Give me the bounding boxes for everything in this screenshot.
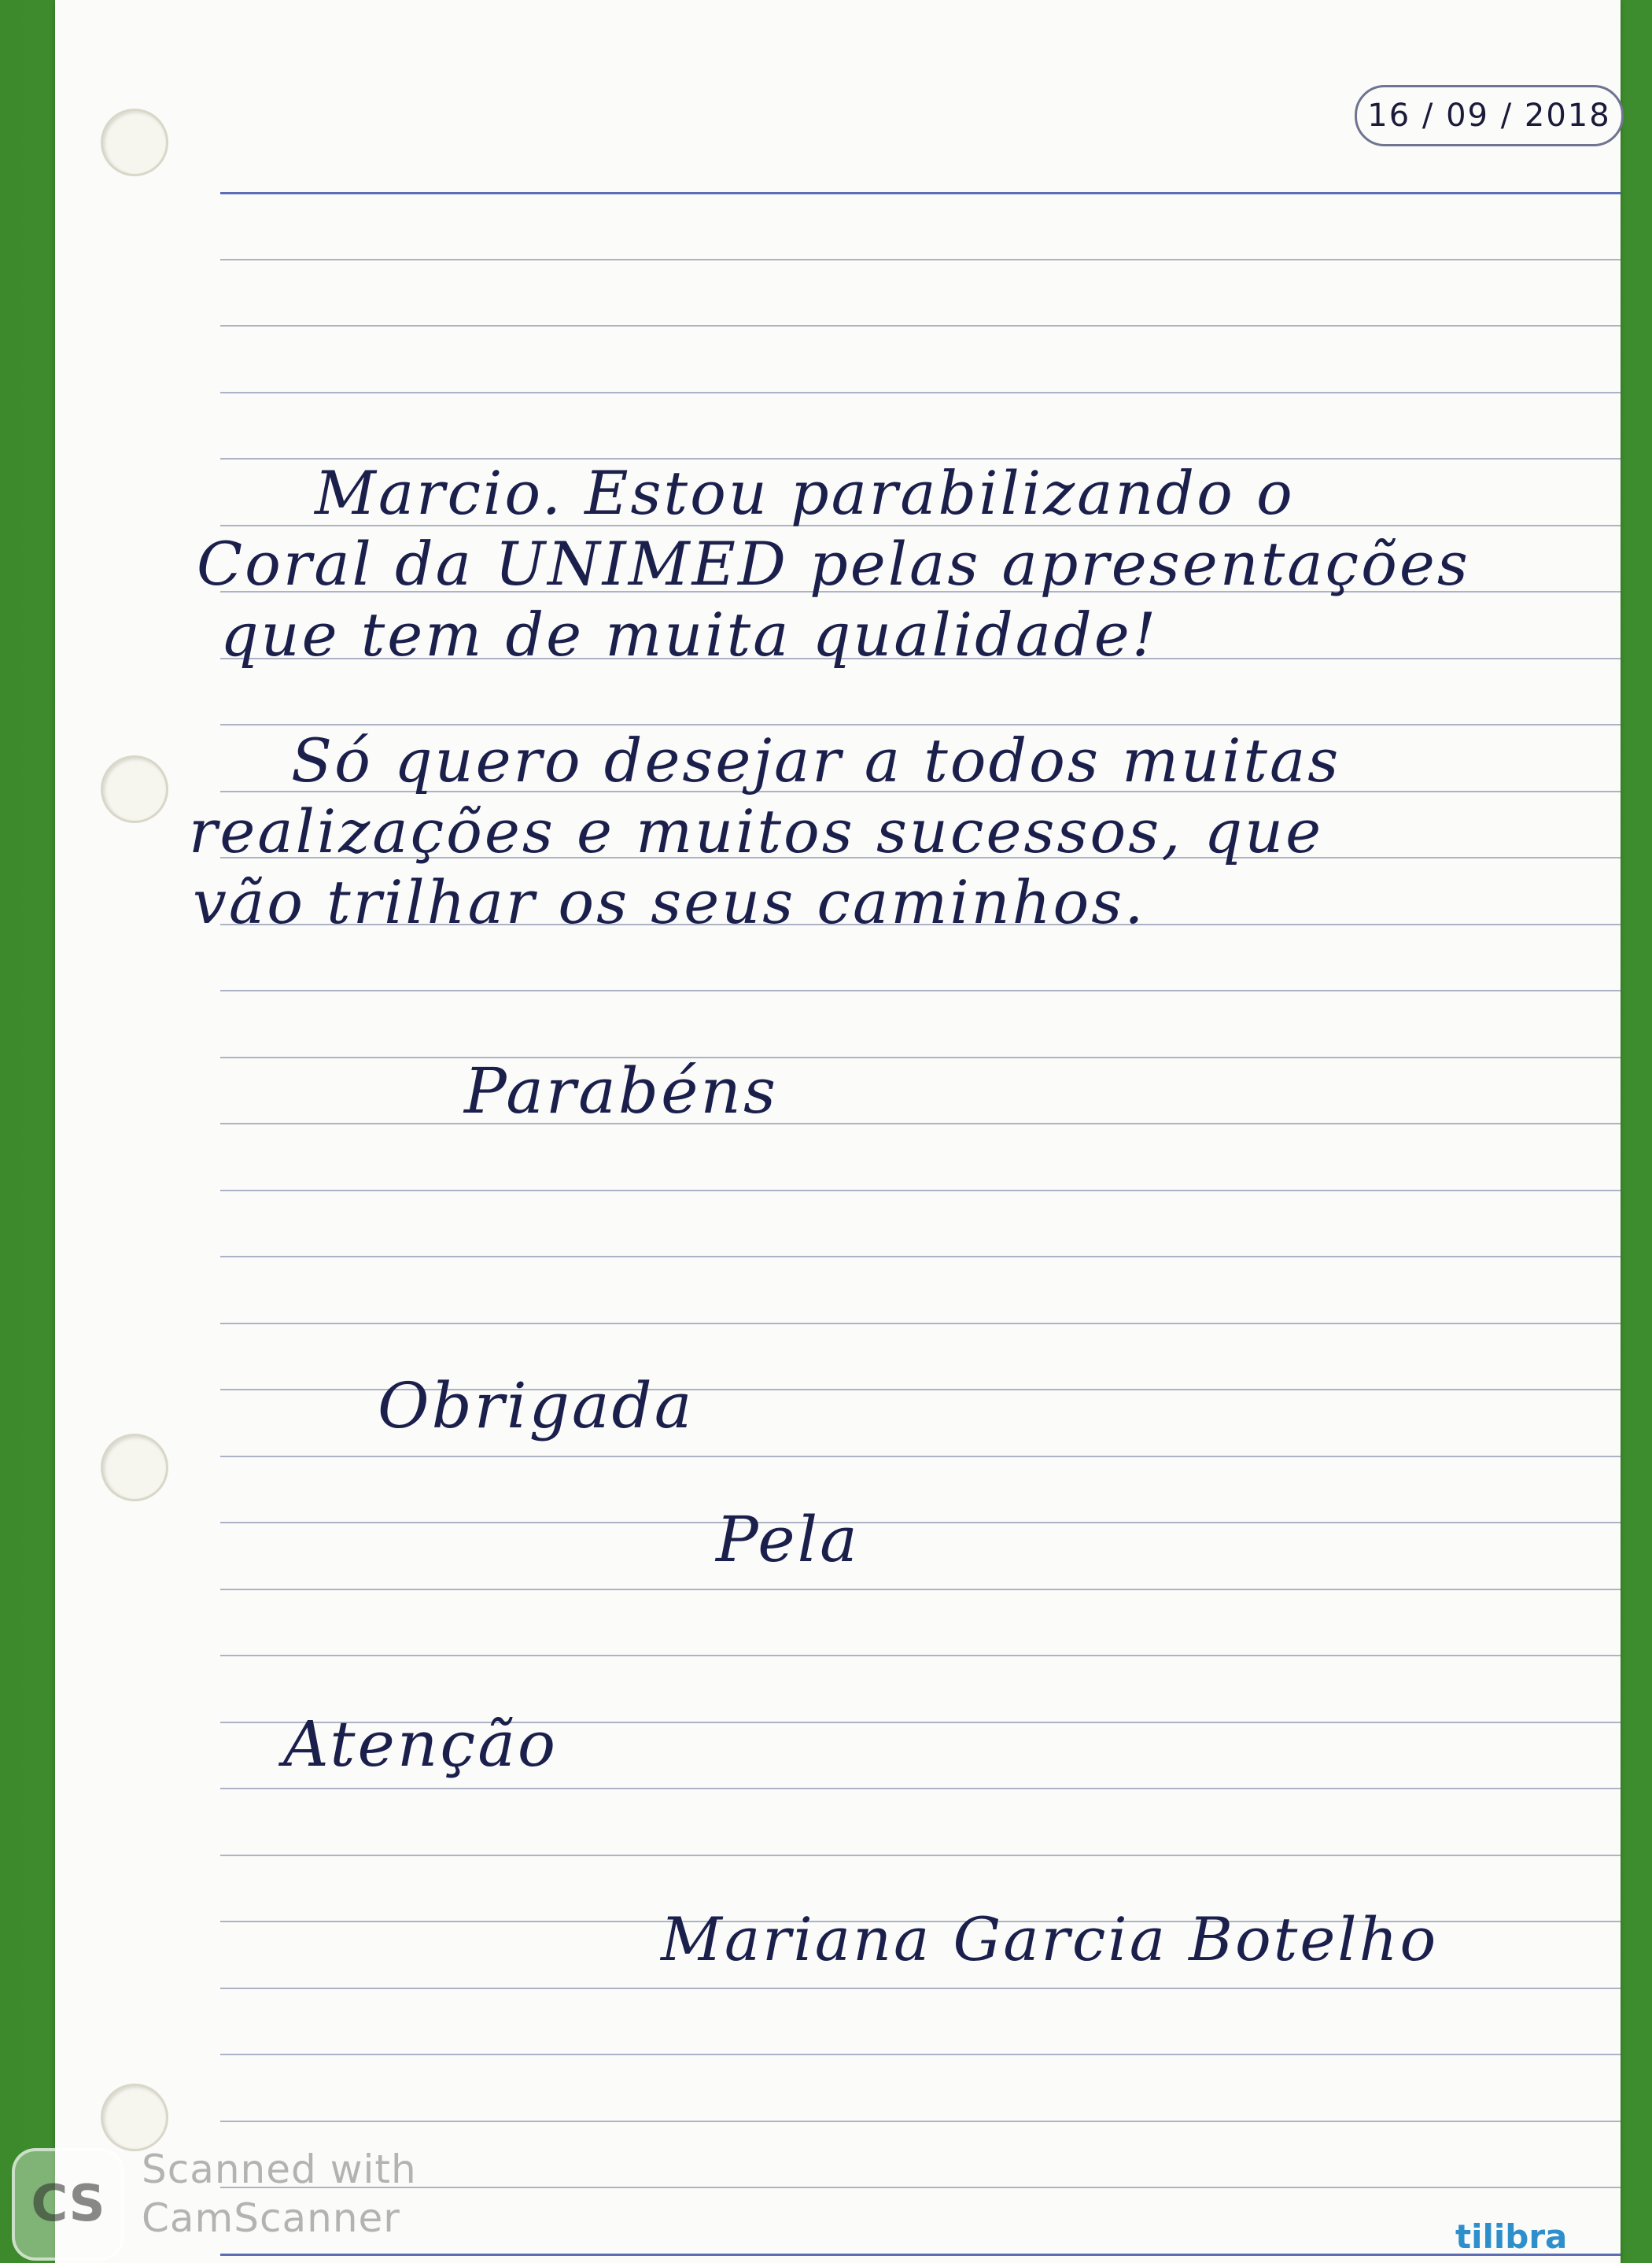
binder-hole: [101, 2084, 168, 2151]
letter-line: Marcio. Estou parabilizando o: [315, 458, 1295, 528]
paper-brand-logo: tilibra: [1455, 2217, 1568, 2256]
ruled-line: [220, 1057, 1621, 1058]
letter-line: que tem de muita qualidade!: [220, 600, 1159, 670]
closing-line: Pela: [716, 1503, 860, 1576]
ruled-line: [220, 1522, 1621, 1523]
ruled-line: [220, 1855, 1621, 1856]
ruled-line: [220, 990, 1621, 991]
letter-line: Só quero desejar a todos muitas: [291, 725, 1341, 796]
closing-line: Obrigada: [378, 1369, 695, 1442]
ruled-line: [220, 1123, 1621, 1124]
watermark-line: CamScanner: [142, 2195, 400, 2241]
congratulations-text: Parabéns: [464, 1054, 778, 1128]
ruled-line: [220, 192, 1621, 194]
ruled-line: [220, 2187, 1621, 2188]
binder-hole: [101, 1434, 168, 1501]
ruled-line: [220, 2254, 1621, 2256]
letter-line: vão trilhar os seus caminhos.: [193, 867, 1146, 937]
date-field: 16 / 09 / 2018: [1355, 85, 1624, 146]
ruled-line: [220, 325, 1621, 327]
binder-hole: [101, 755, 168, 823]
ruled-line: [220, 1256, 1621, 1257]
closing-line: Atenção: [283, 1707, 559, 1781]
ruled-line: [220, 1190, 1621, 1191]
ruled-line: [220, 259, 1621, 260]
binder-hole: [101, 109, 168, 176]
ruled-line: [220, 392, 1621, 393]
ruled-line: [220, 1655, 1621, 1656]
ruled-line: [220, 1988, 1621, 1989]
notebook-page: [55, 0, 1621, 2263]
ruled-line: [220, 2121, 1621, 2122]
letter-line: Coral da UNIMED pelas apresentações: [197, 529, 1470, 599]
ruled-line: [220, 1788, 1621, 1789]
signature: Mariana Garcia Botelho: [661, 1904, 1439, 1974]
ruled-line: [220, 2054, 1621, 2055]
ruled-line: [220, 1456, 1621, 1457]
ruled-line: [220, 1323, 1621, 1324]
ruled-line: [220, 1589, 1621, 1590]
watermark-line: Scanned with: [142, 2147, 417, 2192]
letter-line: realizações e muitos sucessos, que: [189, 796, 1324, 866]
camscanner-logo: CS: [12, 2148, 124, 2261]
